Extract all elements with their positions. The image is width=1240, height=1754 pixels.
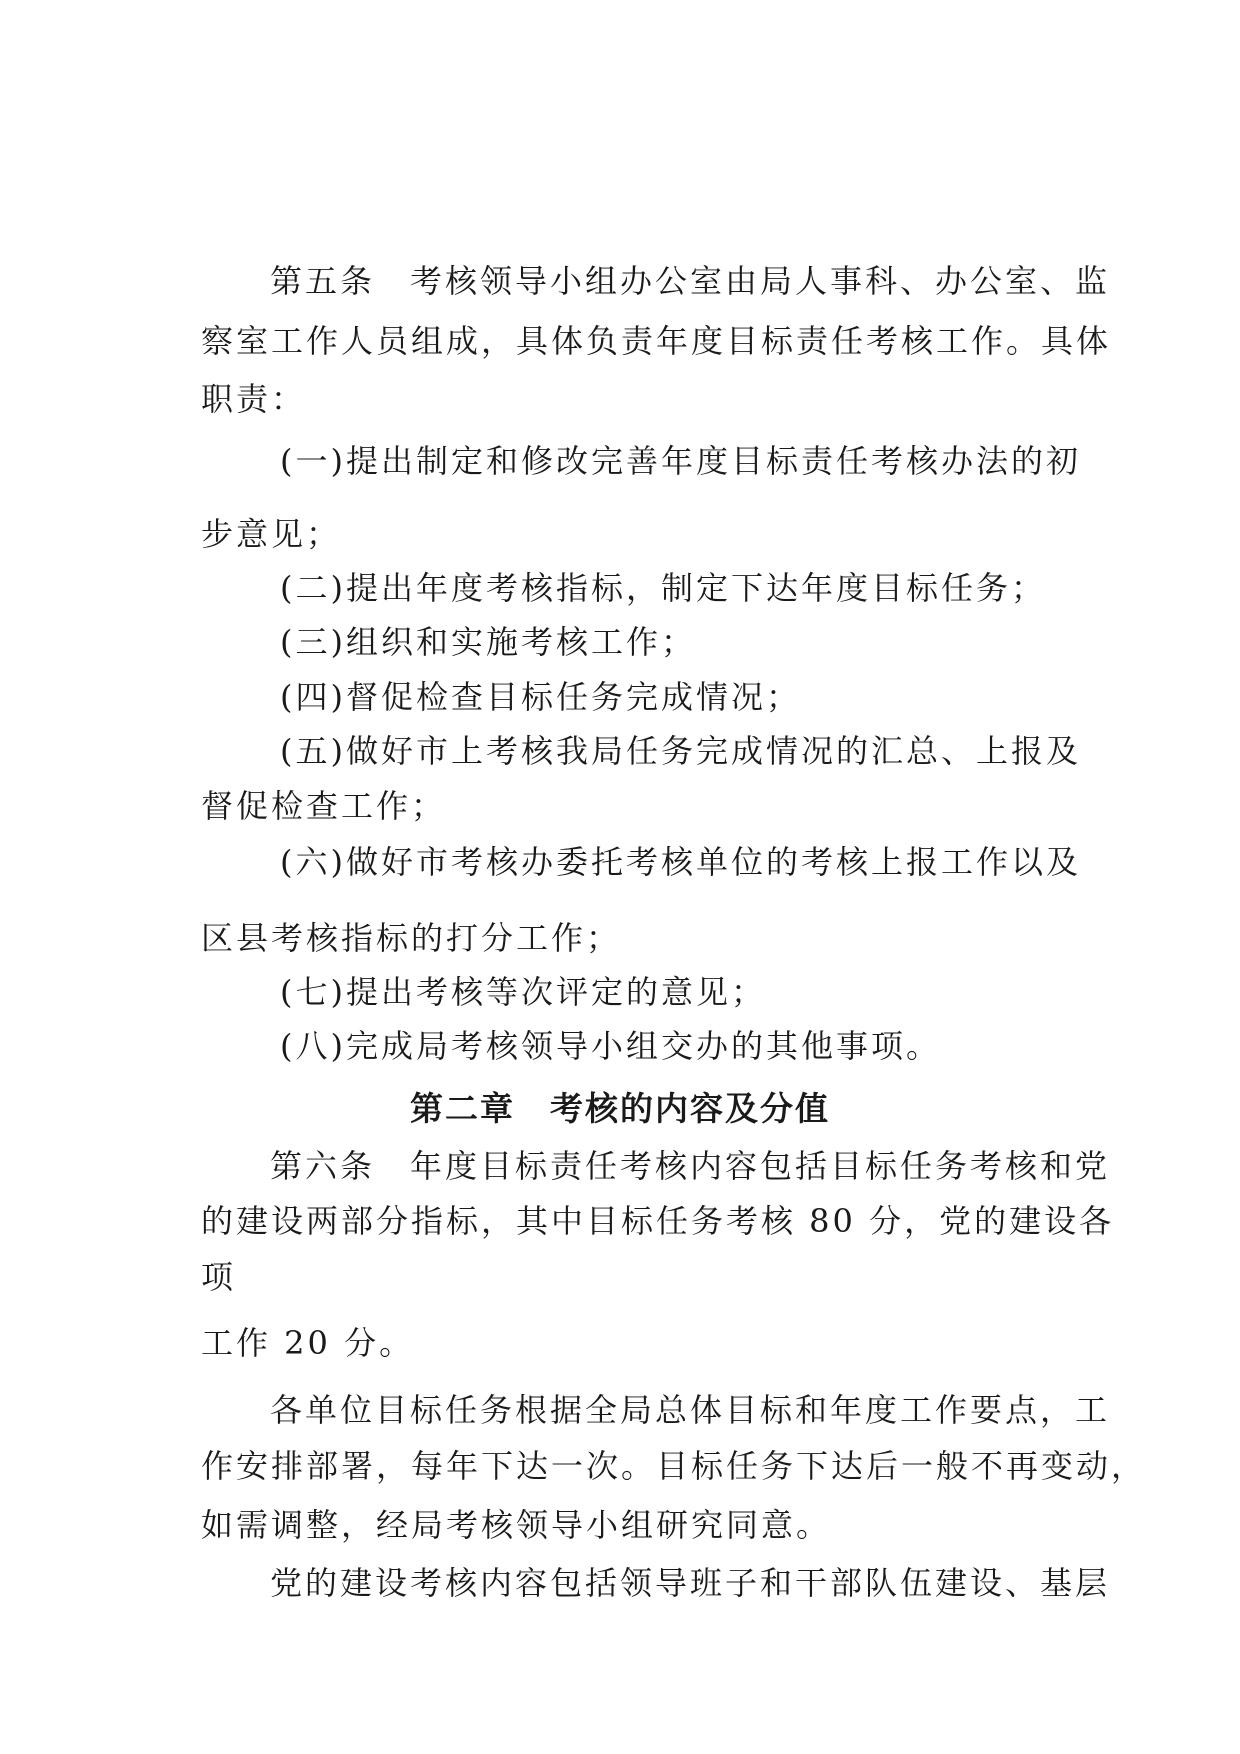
article-6-line-4: 工作 20 分。 — [201, 1324, 415, 1362]
article-6-line-3: 项 — [201, 1258, 237, 1296]
item-8: (八)完成局考核领导小组交办的其他事项。 — [280, 1027, 941, 1065]
units-paragraph-line-1: 各单位目标任务根据全局总体目标和年度工作要点，工 — [270, 1391, 1111, 1429]
item-1-line-2: 步意见； — [201, 515, 342, 553]
units-paragraph-line-2: 作安排部署，每年下达一次。目标任务下达后一般不再变动， — [201, 1447, 1147, 1485]
article-5-line-3: 职责： — [201, 380, 307, 418]
party-paragraph-line-1: 党的建设考核内容包括领导班子和干部队伍建设、基层 — [270, 1564, 1111, 1602]
item-6-line-1: (六)做好市考核办委托考核单位的考核上报工作以及 — [280, 843, 1081, 881]
item-1-line-1: (一)提出制定和修改完善年度目标责任考核办法的初 — [280, 442, 1081, 480]
item-7: (七)提出考核等次评定的意见； — [280, 973, 766, 1011]
article-6-line-2: 的建设两部分指标，其中目标任务考核 80 分，党的建设各 — [201, 1202, 1115, 1240]
item-3: (三)组织和实施考核工作； — [280, 623, 696, 661]
item-2: (二)提出年度考核指标，制定下达年度目标任务； — [280, 569, 1046, 607]
item-5-line-1: (五)做好市上考核我局任务完成情况的汇总、上报及 — [280, 732, 1081, 770]
item-4: (四)督促检查目标任务完成情况； — [280, 678, 801, 716]
item-5-line-2: 督促检查工作； — [201, 787, 447, 825]
chapter-2-heading: 第二章 考核的内容及分值 — [410, 1089, 830, 1128]
item-6-line-2: 区县考核指标的打分工作； — [201, 919, 622, 957]
article-5-line-2: 察室工作人员组成，具体负责年度目标责任考核工作。具体 — [201, 322, 1112, 360]
article-5-line-1: 第五条 考核领导小组办公室由局人事科、办公室、监 — [270, 262, 1111, 300]
units-paragraph-line-3: 如需调整，经局考核领导小组研究同意。 — [201, 1506, 832, 1544]
article-6-line-1: 第六条 年度目标责任考核内容包括目标任务考核和党 — [270, 1147, 1111, 1185]
